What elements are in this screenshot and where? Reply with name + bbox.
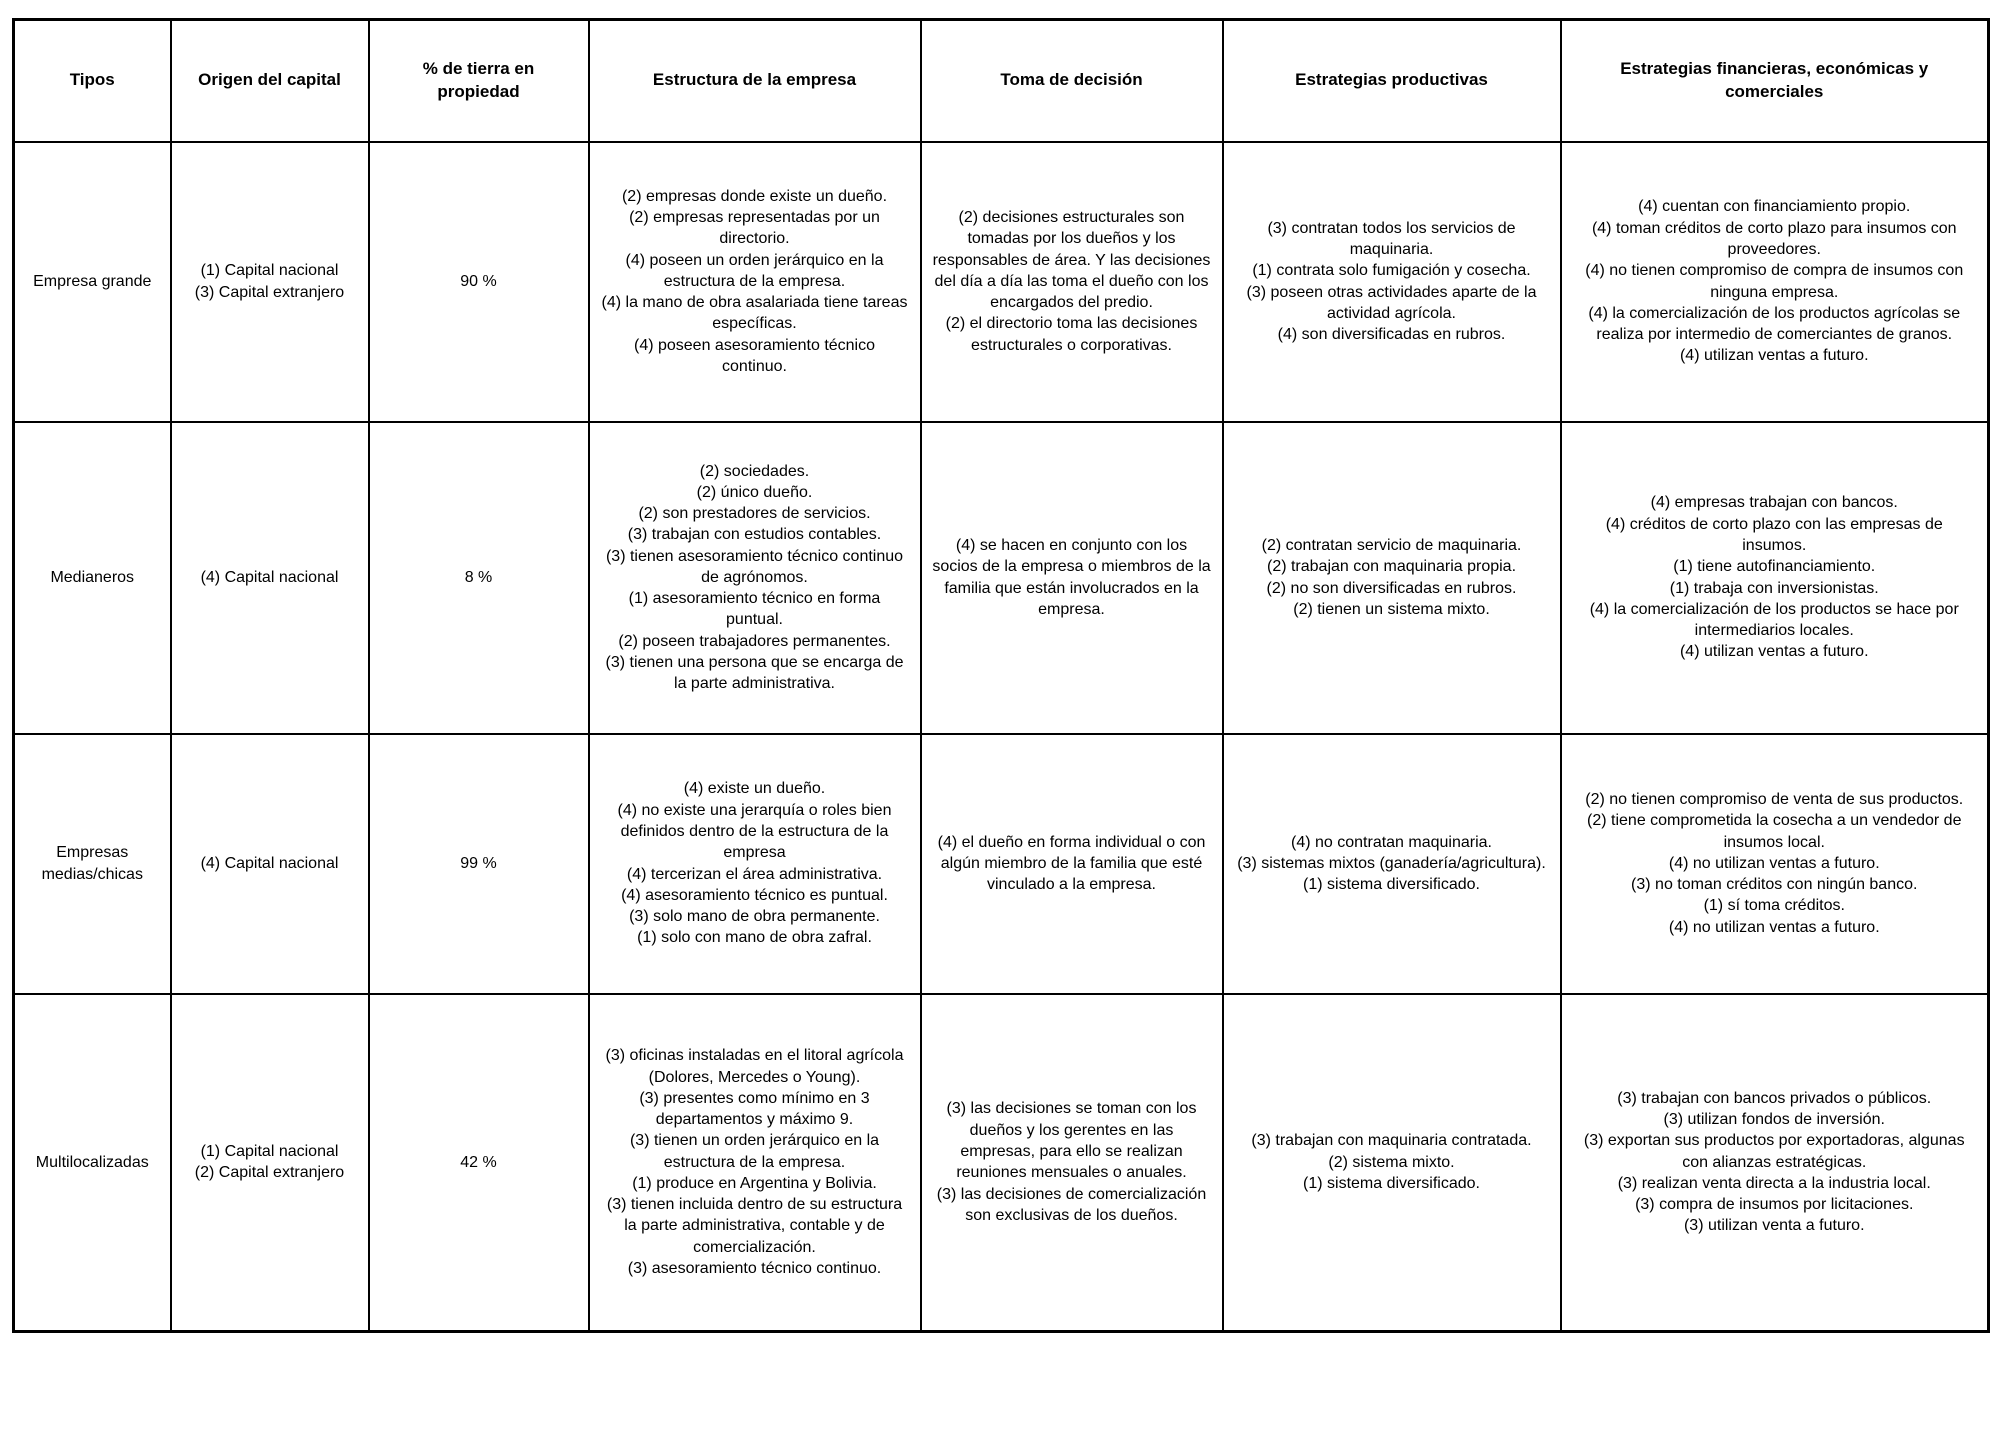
cell-productivas: (2) contratan servicio de maquinaria. (2) trabajan con maquinaria propia. (2) no son diversificadas en rubros. (2) tienen un sistema mixto. [1223, 422, 1561, 734]
col-header-tipos: Tipos [14, 20, 171, 142]
cell-financieras: (4) cuentan con financiamiento propio. (4) toman créditos de corto plazo para insumos con proveedores. (4) no tienen compromiso de compra de insumos con ninguna empresa. (4) la comercialización de los productos agrícolas se realiza por intermedio de comerciantes de granos. (4) utilizan ventas a futuro. [1561, 142, 1989, 422]
cell-tierra: 42 % [369, 994, 589, 1332]
cell-estructura: (2) sociedades. (2) único dueño. (2) son prestadores de servicios. (3) trabajan con estudios contables. (3) tienen asesoramiento técnico continuo de agrónomos. (1) asesoramiento técnico en forma puntual. (2) poseen trabajadores permanentes. (3) tienen una persona que se encarga de la parte administrativa. [589, 422, 921, 734]
cell-origen: (4) Capital nacional [171, 734, 369, 994]
cell-origen: (1) Capital nacional (2) Capital extranjero [171, 994, 369, 1332]
cell-origen: (1) Capital nacional (3) Capital extranjero [171, 142, 369, 422]
col-header-estrategias-financieras: Estrategias financieras, económicas y comerciales [1561, 20, 1989, 142]
cell-decision: (4) el dueño en forma individual o con algún miembro de la familia que esté vinculado a la empresa. [921, 734, 1223, 994]
cell-productivas: (4) no contratan maquinaria. (3) sistemas mixtos (ganadería/agricultura). (1) sistema diversificado. [1223, 734, 1561, 994]
table-row-multilocalizadas [14, 994, 1989, 1332]
cell-tipo: Empresas medias/chicas [14, 734, 171, 994]
col-header-tierra-en-propiedad: % de tierra en propiedad [369, 20, 589, 142]
col-header-estructura-empresa: Estructura de la empresa [589, 20, 921, 142]
cell-origen: (4) Capital nacional [171, 422, 369, 734]
cell-tipo: Multilocalizadas [14, 994, 171, 1332]
cell-tipo: Medianeros [14, 422, 171, 734]
table-row-medianeros [14, 422, 1989, 734]
cell-productivas: (3) trabajan con maquinaria contratada. (2) sistema mixto. (1) sistema diversificado. [1223, 994, 1561, 1332]
cell-decision: (2) decisiones estructurales son tomadas por los dueños y los responsables de área. Y las decisiones del día a día las toma el dueño con los encargados del predio. (2) el directorio toma las decisiones estructurales o corporativas. [921, 142, 1223, 422]
cell-tierra: 90 % [369, 142, 589, 422]
col-header-estrategias-productivas: Estrategias productivas [1223, 20, 1561, 142]
cell-decision: (3) las decisiones se toman con los dueños y los gerentes en las empresas, para ello se realizan reuniones mensuales o anuales. (3) las decisiones de comercialización son exclusivas de los dueños. [921, 994, 1223, 1332]
table-header [14, 20, 1989, 142]
table-row-empresas-medias-chicas [14, 734, 1989, 994]
cell-financieras: (3) trabajan con bancos privados o públicos. (3) utilizan fondos de inversión. (3) exportan sus productos por exportadoras, algunas con alianzas estratégicas. (3) realizan venta directa a la industria local. (3) compra de insumos por licitaciones. (3) utilizan venta a futuro. [1561, 994, 1989, 1332]
cell-financieras: (2) no tienen compromiso de venta de sus productos. (2) tiene comprometida la cosecha a un vendedor de insumos local. (4) no utilizan ventas a futuro. (3) no toman créditos con ningún banco. (1) sí toma créditos. (4) no utilizan ventas a futuro. [1561, 734, 1989, 994]
cell-financieras: (4) empresas trabajan con bancos. (4) créditos de corto plazo con las empresas de insumos. (1) tiene autofinanciamiento. (1) trabaja con inversionistas. (4) la comercialización de los productos se hace por intermediarios locales. (4) utilizan ventas a futuro. [1561, 422, 1989, 734]
col-header-toma-de-decision: Toma de decisión [921, 20, 1223, 142]
col-header-origen-del-capital: Origen del capital [171, 20, 369, 142]
table-body [14, 142, 1989, 1332]
cell-tipo: Empresa grande [14, 142, 171, 422]
cell-productivas: (3) contratan todos los servicios de maquinaria. (1) contrata solo fumigación y cosecha. (3) poseen otras actividades aparte de la actividad agrícola. (4) son diversificadas en rubros. [1223, 142, 1561, 422]
header-row [14, 20, 1989, 142]
cell-estructura: (3) oficinas instaladas en el litoral agrícola (Dolores, Mercedes o Young). (3) presentes como mínimo en 3 departamentos y máximo 9. (3) tienen un orden jerárquico en la estructura de la empresa. (1) produce en Argentina y Bolivia. (3) tienen incluida dentro de su estructura la parte administrativa, contable y de comercialización. (3) asesoramiento técnico continuo. [589, 994, 921, 1332]
cell-tierra: 8 % [369, 422, 589, 734]
cell-tierra: 99 % [369, 734, 589, 994]
table-row-empresa-grande [14, 142, 1989, 422]
cell-decision: (4) se hacen en conjunto con los socios de la empresa o miembros de la familia que están involucrados en la empresa. [921, 422, 1223, 734]
cell-estructura: (4) existe un dueño. (4) no existe una jerarquía o roles bien definidos dentro de la estructura de la empresa (4) tercerizan el área administrativa. (4) asesoramiento técnico es puntual. (3) solo mano de obra permanente. (1) solo con mano de obra zafral. [589, 734, 921, 994]
company-typology-table [12, 18, 1990, 1333]
cell-estructura: (2) empresas donde existe un dueño. (2) empresas representadas por un directorio. (4) poseen un orden jerárquico en la estructura de la empresa. (4) la mano de obra asalariada tiene tareas específicas. (4) poseen asesoramiento técnico continuo. [589, 142, 921, 422]
